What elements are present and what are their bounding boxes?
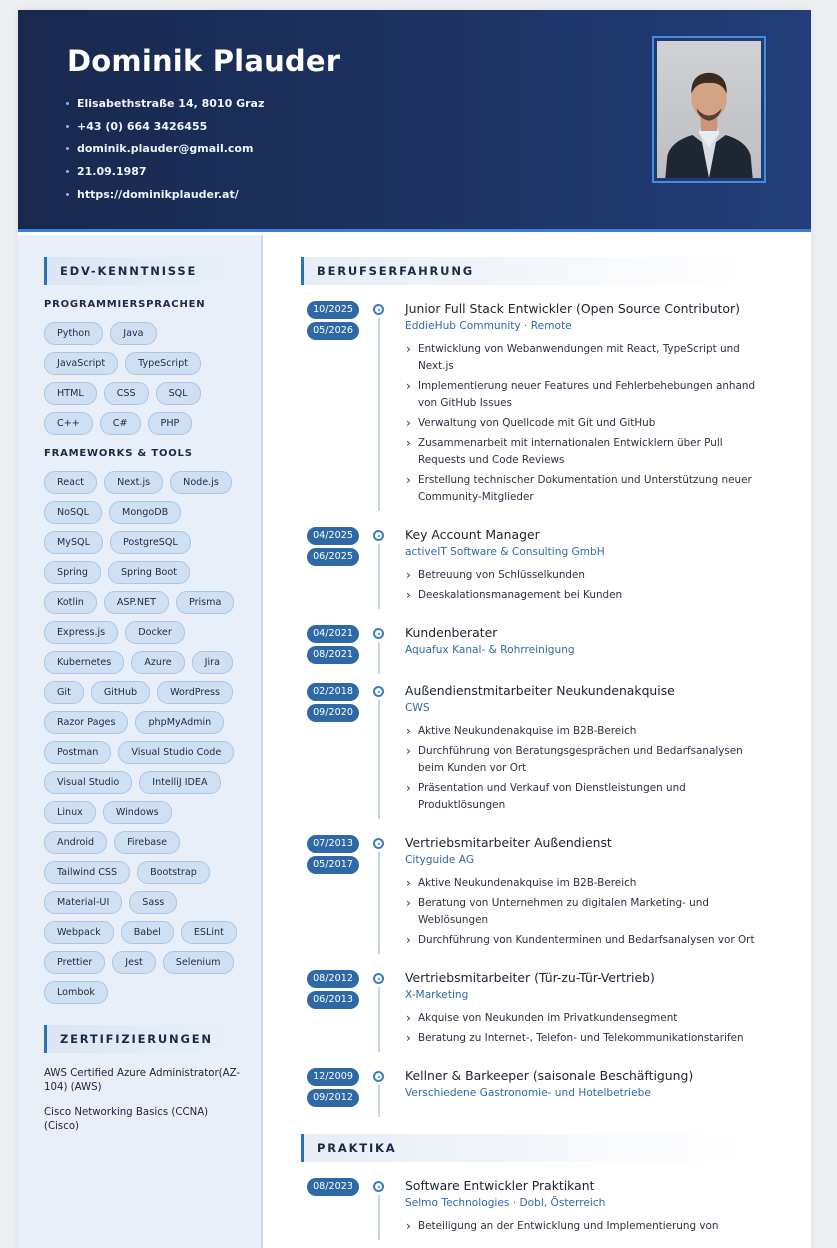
skill-chip: Linux (44, 801, 96, 824)
job-dates (307, 1068, 359, 1110)
date-start-badge: 02/2018 (307, 683, 359, 701)
job-body (405, 683, 771, 814)
skill-chip: Git (44, 681, 84, 704)
job-dates (307, 970, 359, 1012)
timeline-dot-icon (373, 304, 384, 315)
job-body (405, 527, 771, 604)
skill-chip: Spring (44, 561, 101, 584)
task-list (405, 1218, 760, 1235)
skill-chip: Windows (103, 801, 172, 824)
timeline-dot-icon (373, 973, 384, 984)
task-item: › Implementierung neuer Features und Fehlerbehebungen anhand von GitHub Issues (405, 378, 760, 412)
skill-chip: Prisma (176, 591, 234, 614)
date-end-badge: 05/2017 (307, 856, 359, 874)
main-content (265, 235, 811, 1248)
skill-chip: Android (44, 831, 107, 854)
timeline-dot-icon (373, 1181, 384, 1192)
task-item: › Beratung zu Internet-, Telefon- und Telekommunikationstarifen (405, 1030, 760, 1047)
bullet-icon (66, 125, 69, 128)
job-entry (301, 1068, 771, 1102)
job-company: Cityguide AG (405, 854, 475, 866)
job-title: Key Account Manager (405, 527, 540, 542)
experience-list (265, 301, 811, 1126)
job-title: Kundenberater (405, 625, 498, 640)
job-body (405, 1178, 771, 1235)
job-dates (307, 527, 359, 569)
profile-photo-frame (652, 36, 766, 183)
date-start-badge: 08/2023 (307, 1178, 359, 1196)
date-start-badge: 04/2025 (307, 527, 359, 545)
skill-chip: PHP (148, 412, 193, 435)
skill-chip: Next.js (104, 471, 163, 494)
date-start-badge: 12/2009 (307, 1068, 359, 1086)
skill-chip: C# (100, 412, 141, 435)
date-end-badge: 09/2020 (307, 704, 359, 722)
task-item: › Beratung von Unternehmen zu digitalen Marketing- und Weblösungen (405, 895, 760, 929)
job-company: Aquafux Kanal- & Rohrreinigung (405, 644, 575, 656)
skill-chip: Lombok (44, 981, 108, 1004)
skill-chip: Docker (125, 621, 185, 644)
skill-chip: Razor Pages (44, 711, 128, 734)
skill-chip: Kotlin (44, 591, 97, 614)
cert-item: Cisco Networking Basics (CCNA) (Cisco) (44, 1107, 209, 1132)
cv-page (18, 10, 811, 1248)
date-end-badge: 05/2026 (307, 322, 359, 340)
job-dates (307, 301, 359, 343)
skill-chip: Prettier (44, 951, 105, 974)
skill-chip: Spring Boot (108, 561, 190, 584)
job-body (405, 301, 771, 506)
job-entry (301, 301, 771, 506)
skill-chip: IntelliJ IDEA (139, 771, 220, 794)
contact-email: dominik.plauder@gmail.com (66, 138, 264, 161)
timeline-line (378, 642, 380, 674)
job-company: Verschiedene Gastronomie- und Hotelbetriebe (405, 1087, 651, 1099)
job-company: EddieHub Community · Remote (405, 320, 572, 332)
task-item: › Durchführung von Beratungsgesprächen und Bedarfsanalysen beim Kunden vor Ort (405, 743, 760, 777)
skill-chip: Jest (112, 951, 156, 974)
skill-chip: Node.js (170, 471, 232, 494)
skill-chip: Java (110, 322, 156, 345)
skill-chip: Jira (192, 651, 233, 674)
task-list (405, 567, 760, 604)
date-start-badge: 07/2013 (307, 835, 359, 853)
job-company: Selmo Technologies · Dobl, Österreich (405, 1197, 606, 1209)
framework-chips (44, 471, 244, 1011)
cert-list (44, 1067, 244, 1134)
skill-chip: ESLint (181, 921, 237, 944)
skill-chip: GitHub (91, 681, 150, 704)
contact-website[interactable]: https://dominikplauder.at/ (66, 183, 264, 206)
date-start-badge: 10/2025 (307, 301, 359, 319)
skill-chip: Visual Studio Code (118, 741, 234, 764)
task-item: › Präsentation und Verkauf von Dienstleistungen und Produktlösungen (405, 780, 760, 814)
task-list (405, 875, 760, 949)
date-end-badge: 09/2012 (307, 1089, 359, 1107)
job-dates (307, 683, 359, 725)
task-item: › Beteiligung an der Entwicklung und Implementierung von (405, 1218, 760, 1235)
skill-chip: Babel (121, 921, 174, 944)
timeline-dot-icon (373, 628, 384, 639)
person-portrait-icon (657, 41, 761, 178)
internship-list (265, 1178, 811, 1248)
skill-chip: Express.js (44, 621, 118, 644)
skill-chip: Webpack (44, 921, 114, 944)
skill-chip: C++ (44, 412, 93, 435)
bullet-icon (66, 102, 69, 105)
task-item: › Aktive Neukundenakquise im B2B-Bereich (405, 723, 760, 740)
skill-chip: CSS (104, 382, 149, 405)
task-item: › Verwaltung von Quellcode mit Git und GitHub (405, 415, 760, 432)
section-title-experience: BERUFSERFAHRUNG (301, 257, 741, 285)
skill-chip: React (44, 471, 97, 494)
skill-chip: SQL (156, 382, 201, 405)
job-body (405, 970, 771, 1047)
contact-address: Elisabethstraße 14, 8010 Graz (66, 92, 264, 115)
skill-chip: Postman (44, 741, 111, 764)
skill-chip: Visual Studio (44, 771, 132, 794)
section-title-certs: ZERTIFIZIERUNGEN (44, 1025, 234, 1053)
job-title: Vertriebsmitarbeiter Außendienst (405, 835, 612, 850)
job-entry (301, 683, 771, 814)
section-title-edv: EDV-KENNTNISSE (44, 257, 234, 285)
timeline-dot-icon (373, 530, 384, 541)
job-title: Software Entwickler Praktikant (405, 1178, 595, 1193)
task-list (405, 1010, 760, 1047)
skill-chip: TypeScript (125, 352, 201, 375)
cv-header (18, 10, 811, 232)
task-item: › Betreuung von Schlüsselkunden (405, 567, 760, 584)
task-item: › Zusammenarbeit mit internationalen Entwicklern über Pull Requests und Code Reviews (405, 435, 760, 469)
skill-chip: phpMyAdmin (135, 711, 224, 734)
date-start-badge: 04/2021 (307, 625, 359, 643)
task-item: › Durchführung von Kundenterminen und Bedarfsanalysen vor Ort (405, 932, 760, 949)
contact-list (66, 92, 264, 206)
job-entry (301, 1178, 771, 1235)
skill-chip: JavaScript (44, 352, 118, 375)
contact-phone: +43 (0) 664 3426455 (66, 115, 264, 138)
timeline-line (378, 852, 380, 954)
timeline-line (378, 1085, 380, 1117)
skill-chip: Bootstrap (137, 861, 210, 884)
skill-chip: HTML (44, 382, 97, 405)
task-item: › Deeskalationsmanagement bei Kunden (405, 587, 760, 604)
date-end-badge: 06/2013 (307, 991, 359, 1009)
task-list (405, 341, 760, 506)
job-title: Vertriebsmitarbeiter (Tür-zu-Tür-Vertrieb) (405, 970, 655, 985)
skill-chip: Firebase (114, 831, 180, 854)
job-entry (301, 625, 771, 659)
task-item: › Erstellung technischer Dokumentation und Unterstützung neuer Community-Mitglieder (405, 472, 760, 506)
job-company: CWS (405, 702, 430, 714)
skill-chip: Sass (129, 891, 177, 914)
job-entry (301, 835, 771, 949)
job-entry (301, 970, 771, 1047)
cert-item: AWS Certified Azure Administrator(AZ-104) (AWS) (44, 1068, 241, 1093)
task-item: › Entwicklung von Webanwendungen mit React, TypeScript und Next.js (405, 341, 760, 375)
date-end-badge: 08/2021 (307, 646, 359, 664)
date-end-badge: 06/2025 (307, 548, 359, 566)
section-title-internships: PRAKTIKA (301, 1134, 741, 1162)
job-dates (307, 625, 359, 667)
timeline-line (378, 1195, 380, 1240)
job-body (405, 835, 771, 949)
bullet-icon (66, 193, 69, 196)
skill-chip: PostgreSQL (110, 531, 191, 554)
timeline-dot-icon (373, 1071, 384, 1082)
contact-birthdate: 21.09.1987 (66, 160, 264, 183)
date-start-badge: 08/2012 (307, 970, 359, 988)
sidebar (18, 235, 263, 1248)
skill-chip: MongoDB (109, 501, 181, 524)
task-item: › Akquise von Neukunden im Privatkundensegment (405, 1010, 760, 1027)
timeline-dot-icon (373, 686, 384, 697)
job-dates (307, 1178, 359, 1199)
timeline-line (378, 987, 380, 1052)
skill-chip: Python (44, 322, 103, 345)
skill-chip: Selenium (163, 951, 234, 974)
skill-chip: Azure (131, 651, 184, 674)
subsection-title-languages: PROGRAMMIERSPRACHEN (44, 299, 206, 310)
timeline-line (378, 700, 380, 819)
skill-chip: MySQL (44, 531, 103, 554)
job-dates (307, 835, 359, 877)
profile-photo (657, 41, 761, 178)
skill-chip: Material-UI (44, 891, 122, 914)
skill-chip: NoSQL (44, 501, 102, 524)
job-title: Kellner & Barkeeper (saisonale Beschäftigung) (405, 1068, 694, 1083)
job-title: Außendienstmitarbeiter Neukundenakquise (405, 683, 675, 698)
task-item: › Aktive Neukundenakquise im B2B-Bereich (405, 875, 760, 892)
bullet-icon (66, 170, 69, 173)
skill-chip: ASP.NET (104, 591, 169, 614)
timeline-line (378, 318, 380, 511)
skill-chip: Tailwind CSS (44, 861, 130, 884)
job-body (405, 1068, 771, 1102)
task-list (405, 723, 760, 814)
job-company: X-Marketing (405, 989, 469, 1001)
skill-chip: WordPress (157, 681, 233, 704)
person-name: Dominik Plauder (67, 44, 341, 78)
job-entry (301, 527, 771, 604)
job-company: activeIT Software & Consulting GmbH (405, 546, 605, 558)
job-body (405, 625, 771, 659)
timeline-line (378, 544, 380, 609)
skill-chip: Kubernetes (44, 651, 124, 674)
language-chips (44, 322, 244, 442)
timeline-dot-icon (373, 838, 384, 849)
bullet-icon (66, 147, 69, 150)
job-title: Junior Full Stack Entwickler (Open Source Contributor) (405, 301, 740, 316)
subsection-title-frameworks: FRAMEWORKS & TOOLS (44, 448, 193, 459)
